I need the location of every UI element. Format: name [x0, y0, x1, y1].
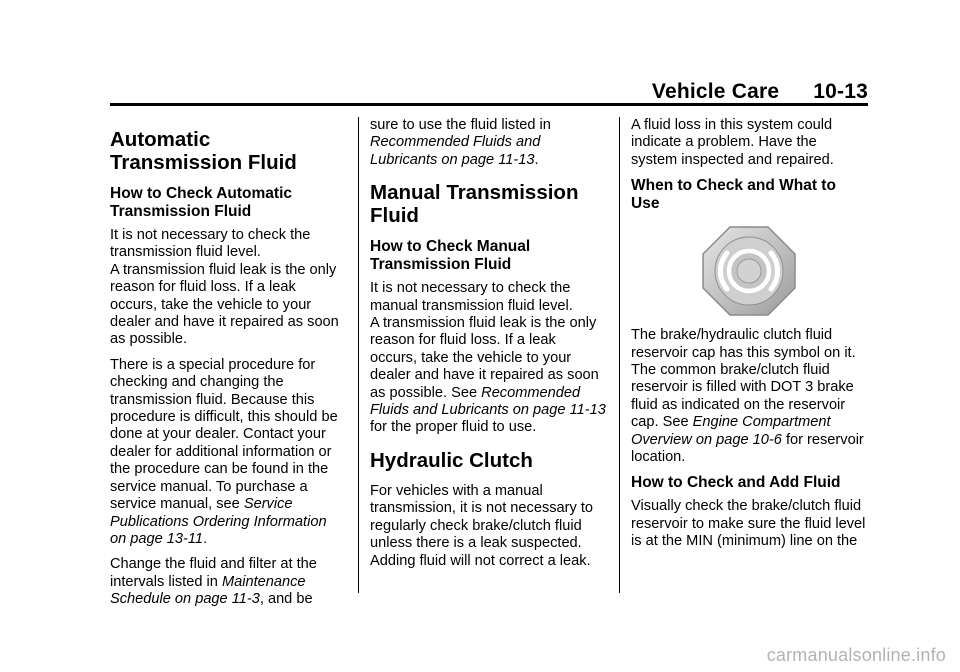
- column-2: [370, 117, 606, 578]
- section-heading: Hydraulic Clutch: [370, 448, 533, 472]
- paragraph-text: Change the fluid and filter at the intervals listed in: [110, 556, 317, 590]
- column-divider: [358, 117, 359, 593]
- paragraph: [110, 556, 346, 608]
- paragraph-text: sure to use the fluid listed in: [370, 117, 551, 133]
- page-header: [652, 80, 868, 104]
- paragraph: [370, 315, 606, 437]
- subsection-heading: How to Check and Add Fluid: [631, 474, 841, 492]
- cross-reference-link[interactable]: Recommended Fluids and Lubricants on page 11-13: [370, 384, 606, 419]
- subsection-heading: How to Check Automatic Transmission Fluid: [110, 185, 292, 220]
- section-title: Vehicle Care: [651, 80, 780, 103]
- paragraph: [110, 357, 346, 548]
- paragraph: [370, 117, 606, 169]
- paragraph: [631, 327, 867, 466]
- subsection-heading: How to Check Manual Transmission Fluid: [370, 238, 531, 274]
- paragraph-text: A transmission fluid leak is the only reason for fluid loss. If a leak occurs, take the vehicle to your dealer and have it repaired as soon as possible. See: [370, 315, 599, 401]
- paragraph: A transmission fluid leak is the only reason for fluid loss. If a leak occurs, take the vehicle to your dealer and have it repaired as soon as possible.: [110, 261, 339, 348]
- paragraph-text: .: [203, 530, 208, 547]
- page-number: 10-13: [813, 80, 868, 103]
- header-rule: [110, 103, 868, 106]
- paragraph-text: for reservoir location.: [631, 431, 864, 466]
- paragraph: A fluid loss in this system could indicate a problem. Have the system inspected and repaired.: [631, 117, 834, 168]
- column-3: [631, 117, 867, 559]
- cross-reference-link[interactable]: Service Publications Ordering Information on page 13-11: [110, 496, 327, 547]
- column-1: [110, 117, 346, 617]
- watermark: carmanualsonline.info: [766, 645, 946, 665]
- cross-reference-link[interactable]: Recommended Fluids and Lubricants on page 11-13: [370, 134, 541, 168]
- cross-reference-link[interactable]: Maintenance Schedule on page 11-3: [110, 573, 306, 608]
- paragraph: For vehicles with a manual transmission, it is not necessary to regularly check brake/clutch fluid unless there is a leak suspected. Adding fluid will not correct a leak.: [370, 482, 594, 569]
- paragraph-text: There is a special procedure for checking and changing the transmission fluid. Because this procedure is difficult, this should be done at your dealer. Contact your dealer for additional information or the procedure can be found in the service manual. To purchase a service manual, see: [110, 356, 338, 513]
- section-heading: Manual Transmission Fluid: [370, 181, 579, 228]
- cross-reference-link[interactable]: Engine Compartment Overview on page 10-6: [631, 414, 831, 448]
- brake-fluid-symbol-figure: [631, 225, 867, 317]
- paragraph-text: .: [534, 151, 539, 168]
- column-divider: [619, 117, 620, 593]
- brake-fluid-reservoir-cap-icon: [701, 225, 797, 317]
- paragraph-text: for the proper fluid to use.: [370, 419, 537, 436]
- section-heading: Automatic Transmission Fluid: [110, 128, 297, 174]
- paragraph: It is not necessary to check the transmission fluid level.: [110, 227, 311, 261]
- subsection-heading: When to Check and What to Use: [631, 177, 836, 213]
- paragraph: It is not necessary to check the manual transmission fluid level.: [370, 280, 573, 314]
- paragraph-text: The brake/hydraulic clutch fluid reservoir cap has this symbol on it. The common brake/clutch fluid reservoir is filled with DOT 3 brake fluid as indicated on the reservoir cap. See: [631, 327, 856, 431]
- paragraph: Visually check the brake/clutch fluid reservoir to make sure the fluid level is at the MIN (minimum) line on the: [631, 498, 866, 550]
- paragraph-text: , and be: [259, 591, 313, 608]
